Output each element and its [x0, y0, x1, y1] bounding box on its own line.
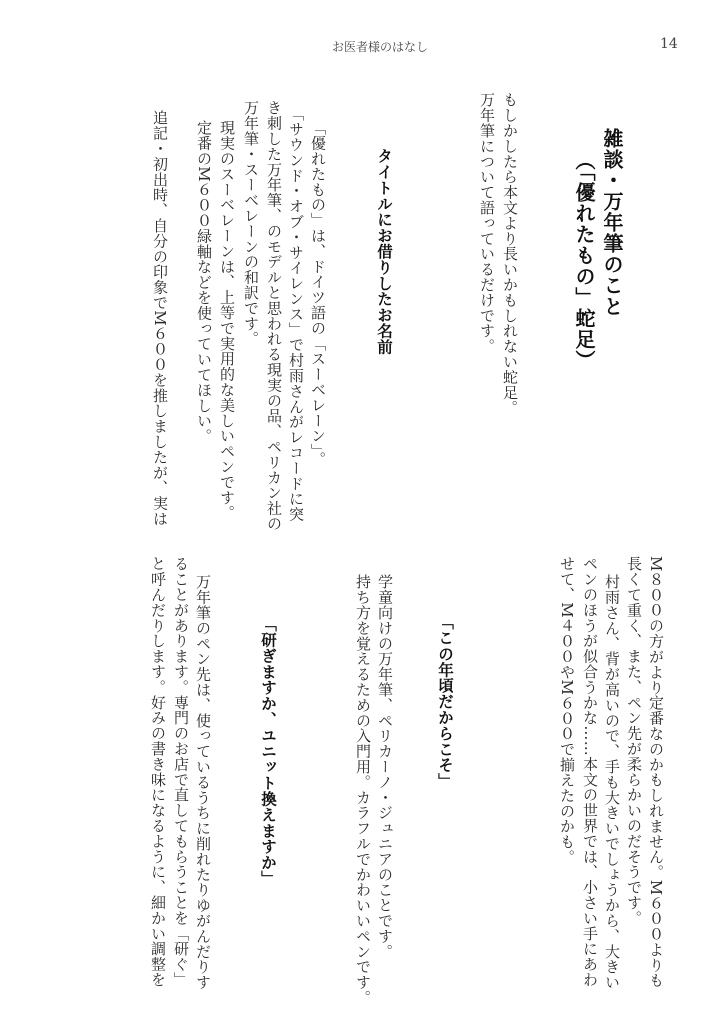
page-number: 14: [660, 36, 678, 52]
body-line: 学童向けの万年筆、ペリカーノ・ジュニアのことです。: [376, 574, 394, 959]
section-heading: 「研ぎますか、ユニット換えますか」: [259, 616, 277, 887]
body-line: と呼んだりします。好みの書き味になるように、細かい調整を: [149, 556, 167, 988]
section-heading: 「この年頃だからこそ」: [436, 614, 454, 789]
body-line: せて、M４００やM６００で揃えたのかも。: [558, 556, 576, 865]
intro-line: 万年筆について語っているだけです。: [478, 92, 496, 354]
body-line: 長くて重く、また、ペン先が柔らかいのだそうです。: [625, 556, 643, 926]
body-line: 現実のスーベレーンは、上等で実用的な美しいペンです。: [218, 120, 236, 521]
body-line: 万年筆のペン先は、使っているうちに削れたりゆがんだりす: [194, 574, 212, 990]
body-line: 村雨さん、背が高いので、手も大きいでしょうから、大きい: [603, 574, 621, 990]
body-line: 「サウンド・オブ・サイレンス」で村雨さんがレコードに突: [287, 106, 305, 522]
body-line: き刺した万年筆、のモデルと思われる現実の品、ペリカン社の: [265, 100, 283, 532]
body-line: 追記・初出時、自分の印象でM６００を推しましたが、実は: [151, 110, 169, 527]
body-line: 「優れたもの」は、ドイツ語の「スーベレーン」。: [309, 120, 327, 467]
body-line: ペンのほうが似合うかな……本文の世界では、小さい手にあわ: [581, 556, 599, 988]
section-heading: タイトルにお借りしたお名前: [375, 148, 393, 355]
body-line: 万年筆・スーベレーンの和訳です。: [242, 100, 260, 347]
body-line: M８００の方がより定番なのかもしれません。M６００よりも: [647, 556, 665, 988]
page-title: 雑談・万年筆のこと: [600, 128, 624, 317]
intro-line: もしかしたら本文より長いかもしれない蛇足。: [501, 92, 519, 416]
running-title: お医者様のはなし: [332, 40, 429, 54]
body-line: 持ち方を覚えるための入門用。カラフルでかわいいペンです。: [354, 574, 372, 1006]
page-subtitle: （「優れたもの」蛇足）: [572, 150, 596, 371]
body-line: 定番のM６００緑軸などを使っていてほしい。: [195, 120, 213, 444]
body-line: ることがあります。専門のお店で直してもらうことを「研ぐ」: [172, 556, 190, 988]
